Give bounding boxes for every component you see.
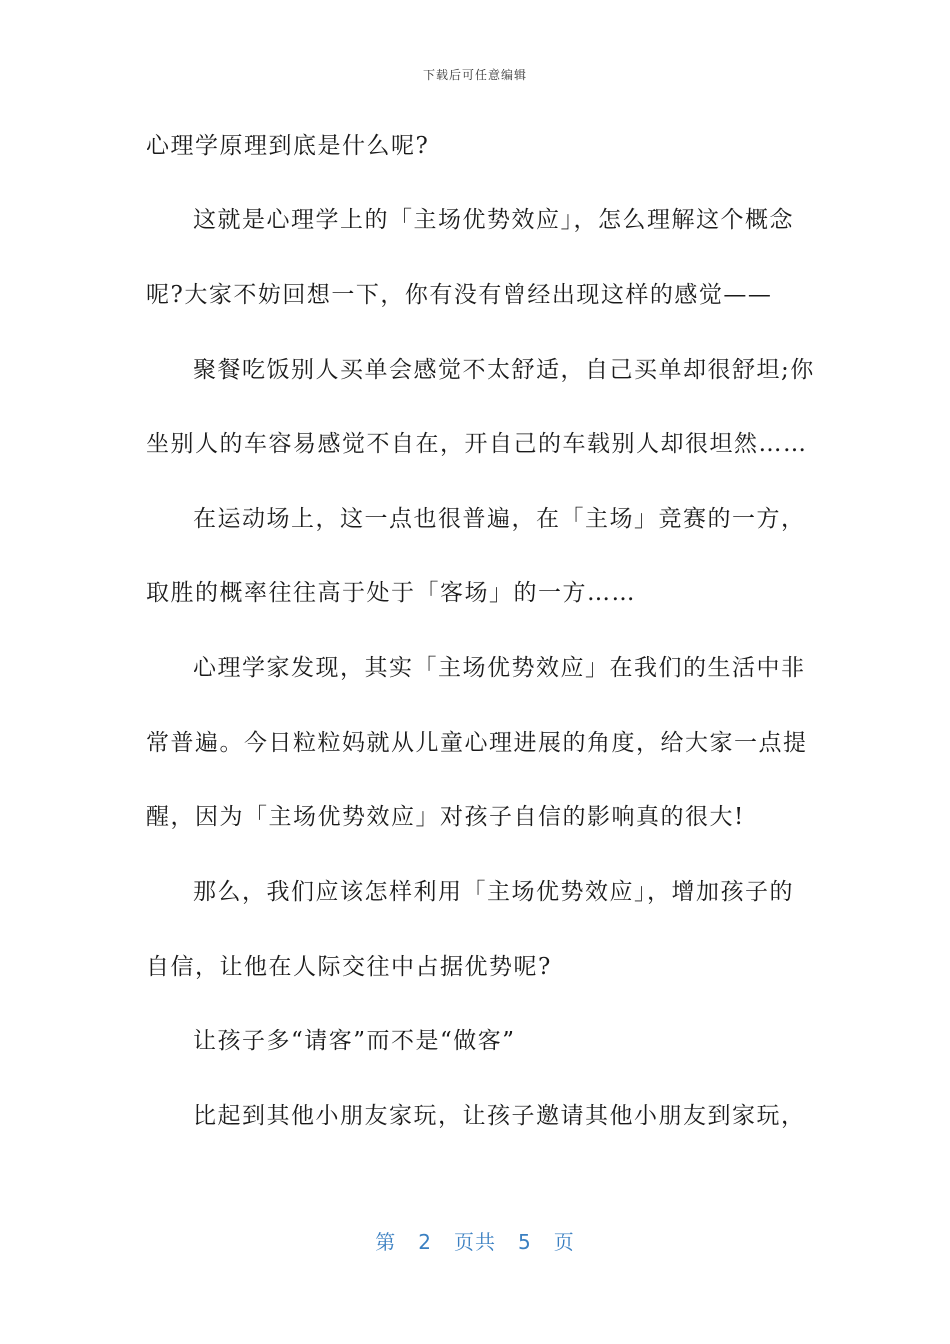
page-header: 下载后可任意编辑: [422, 68, 527, 82]
footer-middle: 页共: [454, 1230, 496, 1254]
paragraph-line: 心理学家发现，其实「主场优势效应」在我们的生活中非: [193, 655, 806, 681]
paragraph-line: 坐别人的车容易感觉不自在，开自己的车载别人却很坦然……: [146, 431, 808, 457]
paragraph-line: 呢?大家不妨回想一下，你有没有曾经出现这样的感觉——: [146, 282, 773, 308]
paragraph-line: 取胜的概率往往高于处于「客场」的一方……: [146, 580, 636, 606]
paragraph-line: 心理学原理到底是什么呢?: [146, 133, 430, 159]
paragraph-line: 那么，我们应该怎样利用「主场优势效应」，增加孩子的: [193, 879, 794, 905]
paragraph-line: 比起到其他小朋友家玩，让孩子邀请其他小朋友到家玩，: [193, 1103, 806, 1129]
current-page-number: 2: [418, 1230, 432, 1254]
paragraph-line: 聚餐吃饭别人买单会感觉不太舒适，自己买单却很舒坦;你: [193, 357, 815, 383]
footer-prefix: 第: [375, 1230, 397, 1254]
paragraph-line: 常普遍。今日粒粒妈就从儿童心理进展的角度，给大家一点提: [146, 730, 808, 756]
paragraph-line: 自信，让他在人际交往中占据优势呢?: [146, 954, 552, 980]
paragraph-line: 醒，因为「主场优势效应」对孩子自信的影响真的很大!: [146, 804, 745, 830]
paragraph-line: 在运动场上，这一点也很普遍，在「主场」竞赛的一方，: [193, 506, 806, 532]
footer-suffix: 页: [553, 1230, 575, 1254]
page-number-footer: [0, 1226, 950, 1255]
total-pages-number: 5: [518, 1230, 532, 1254]
paragraph-line: 这就是心理学上的「主场优势效应」，怎么理解这个概念: [193, 207, 794, 233]
section-heading: 让孩子多“请客”而不是“做客”: [193, 1028, 516, 1054]
